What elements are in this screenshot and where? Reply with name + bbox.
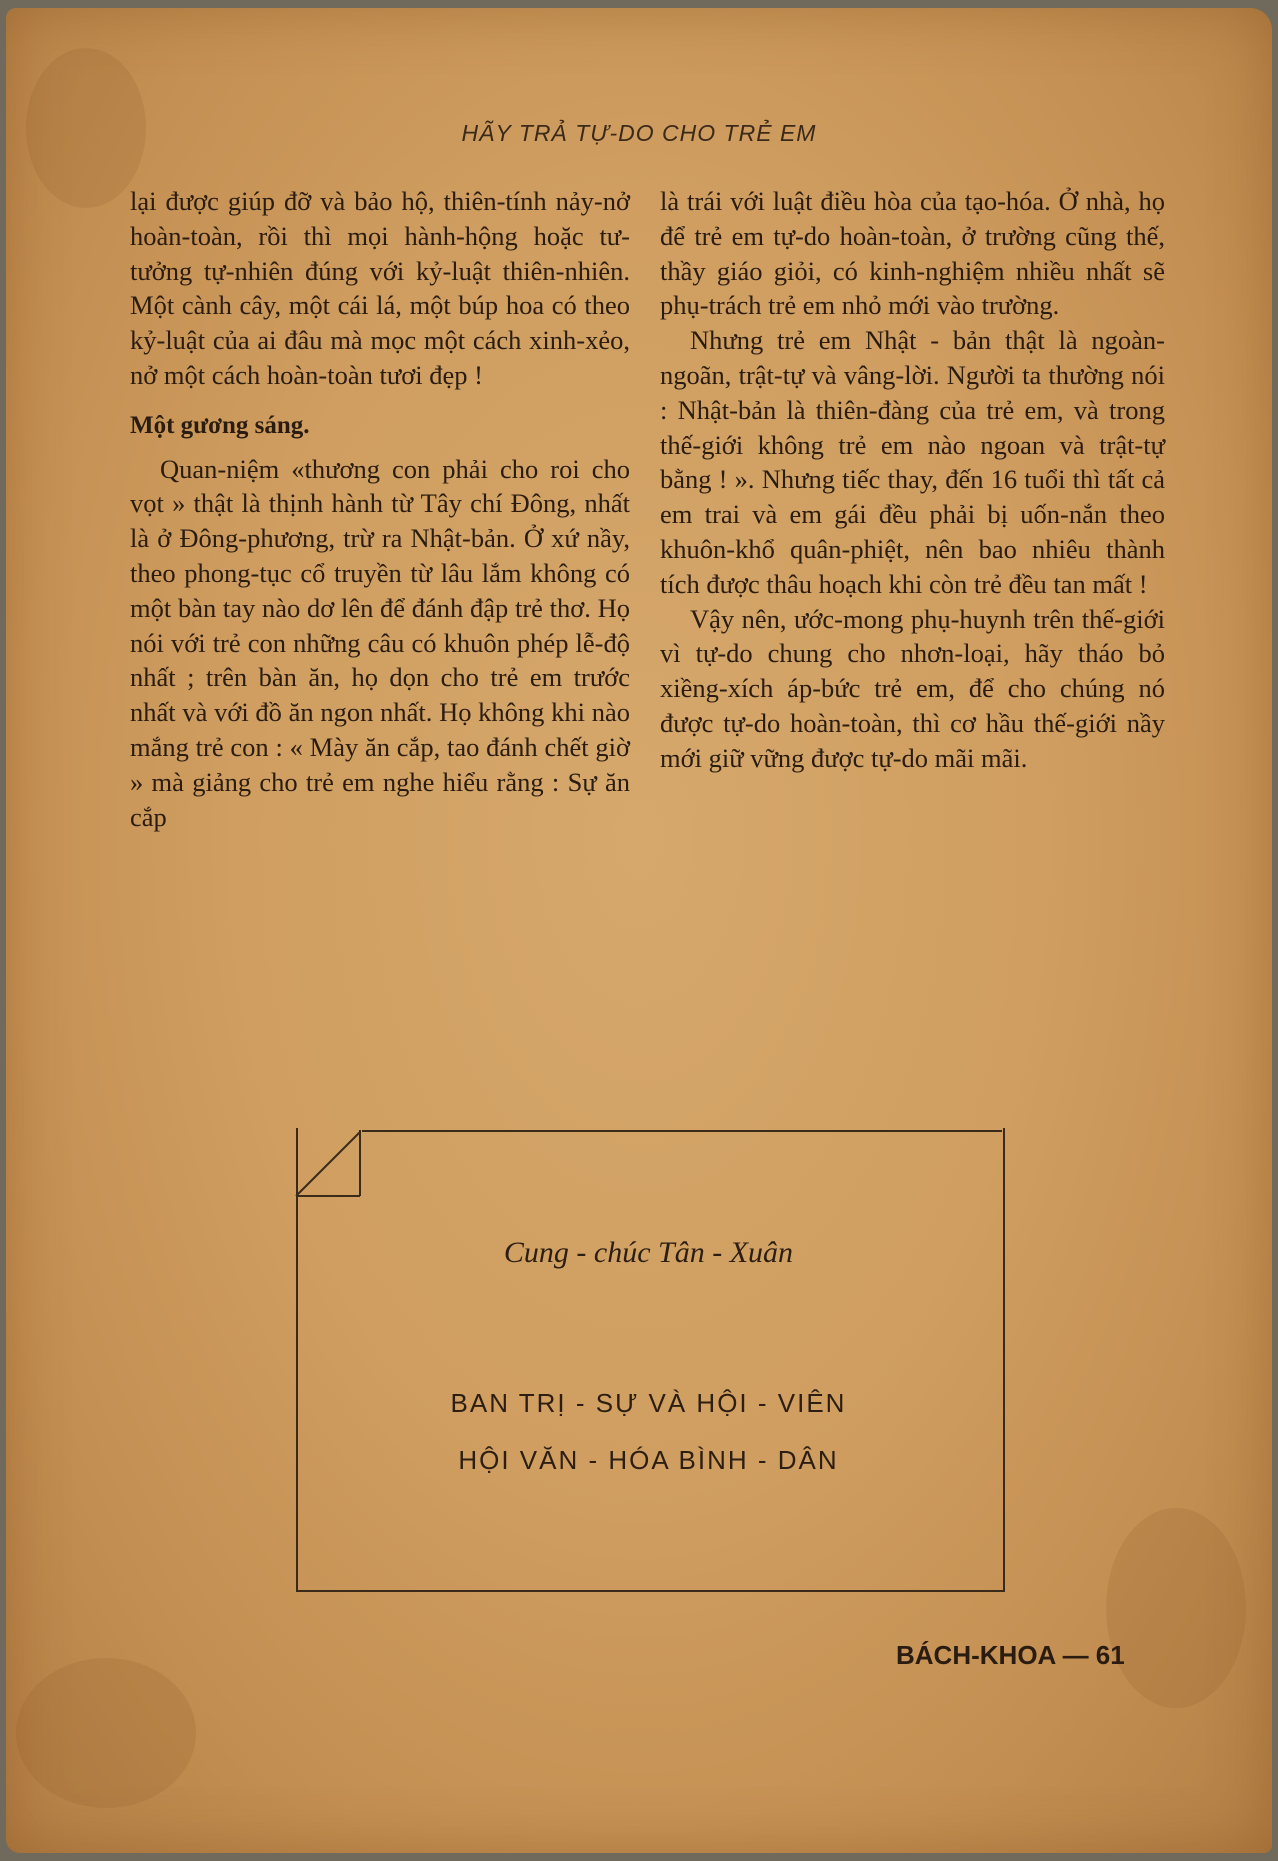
folded-corner-icon xyxy=(294,1126,368,1198)
section-heading: Một gương sáng. xyxy=(130,411,310,439)
greeting-box xyxy=(296,1128,1005,1592)
paragraph: Quan-niệm «thương con phải cho roi cho vọt » thật là thịnh hành từ Tây chí Đông, nhất là ở Đông-phương, trừ ra Nhật-bản. Ở xứ nầy, theo phong-tục cổ truyền từ lâu lắm không có một bàn tay nào dơ lên để đánh đập trẻ thơ. Họ nói với trẻ con những câu có khuôn phép lễ-độ nhất ; trên bàn ăn, họ dọn cho trẻ em trước nhất và với đồ ăn ngon nhất. Họ không khi nào mắng trẻ con : « Mày ăn cắp, tao đánh chết giờ » mà giảng cho trẻ em nghe hiểu rằng : Sự ăn cắp xyxy=(130,453,630,832)
greeting-text: Cung - chúc Tân - Xuân xyxy=(503,1236,794,1269)
paragraph: Nhưng trẻ em Nhật - bản thật là ngoàn-ngoãn, trật-tự và vâng-lời. Người ta thường nói : Nhật-bản là thiên-đàng của trẻ em, và trong thế-giới không trẻ em nào ngoan và trật-tự bằng ! ». Nhưng tiếc thay, đến 16 tuổi thì tất cả em trai và em gái đều phải bị uốn-nắn theo khuôn-khổ quân-phiệt, nên bao nhiêu thành tích được thâu hoạch khi còn trẻ đều tan mất ! xyxy=(660,325,1165,599)
running-header: HÃY TRẢ TỰ-DO CHO TRẺ EM xyxy=(461,120,817,146)
organization-line-2: HỘI VĂN - HÓA BÌNH - DÂN xyxy=(458,1445,839,1475)
page-footer: BÁCH-KHOA — 61 xyxy=(896,1640,1125,1670)
paragraph: lại được giúp đỡ và bảo hộ, thiên-tính nảy-nở hoàn-toàn, rồi thì mọi hành-hộng hoặc tư-tưởng tự-nhiên đúng với kỷ-luật thiên-nhiên. Một cành cây, một cái lá, một búp hoa có theo kỷ-luật của ai đâu mà mọc một cách xinh-xẻo, nở một cách hoàn-toàn tươi đẹp ! xyxy=(130,186,630,390)
stain xyxy=(16,1658,196,1808)
paragraph: Vậy nên, ước-mong phụ-huynh trên thế-giới vì tự-do chung cho nhơn-loại, hãy tháo bỏ xiềng-xích áp-bức trẻ em, để cho chúng nó được tự-do hoàn-toàn, thì cơ hầu thế-giới nầy mới giữ vững được tự-do mãi mãi. xyxy=(660,603,1165,773)
paragraph: là trái với luật điều hòa của tạo-hóa. Ở nhà, họ để trẻ em tự-do hoàn-toàn, ở trường cũng thế, thầy giáo giỏi, có kinh-nghiệm nhiều nhất sẽ phụ-trách trẻ em nhỏ mới vào trường. xyxy=(660,186,1165,321)
organization-line-1: BAN TRỊ - SỰ VÀ HỘI - VIÊN xyxy=(450,1388,847,1418)
page xyxy=(6,8,1272,1853)
greeting-box-top-border xyxy=(362,1130,1002,1132)
stain xyxy=(1106,1508,1246,1708)
left-column xyxy=(130,184,630,834)
right-column xyxy=(660,184,1165,776)
